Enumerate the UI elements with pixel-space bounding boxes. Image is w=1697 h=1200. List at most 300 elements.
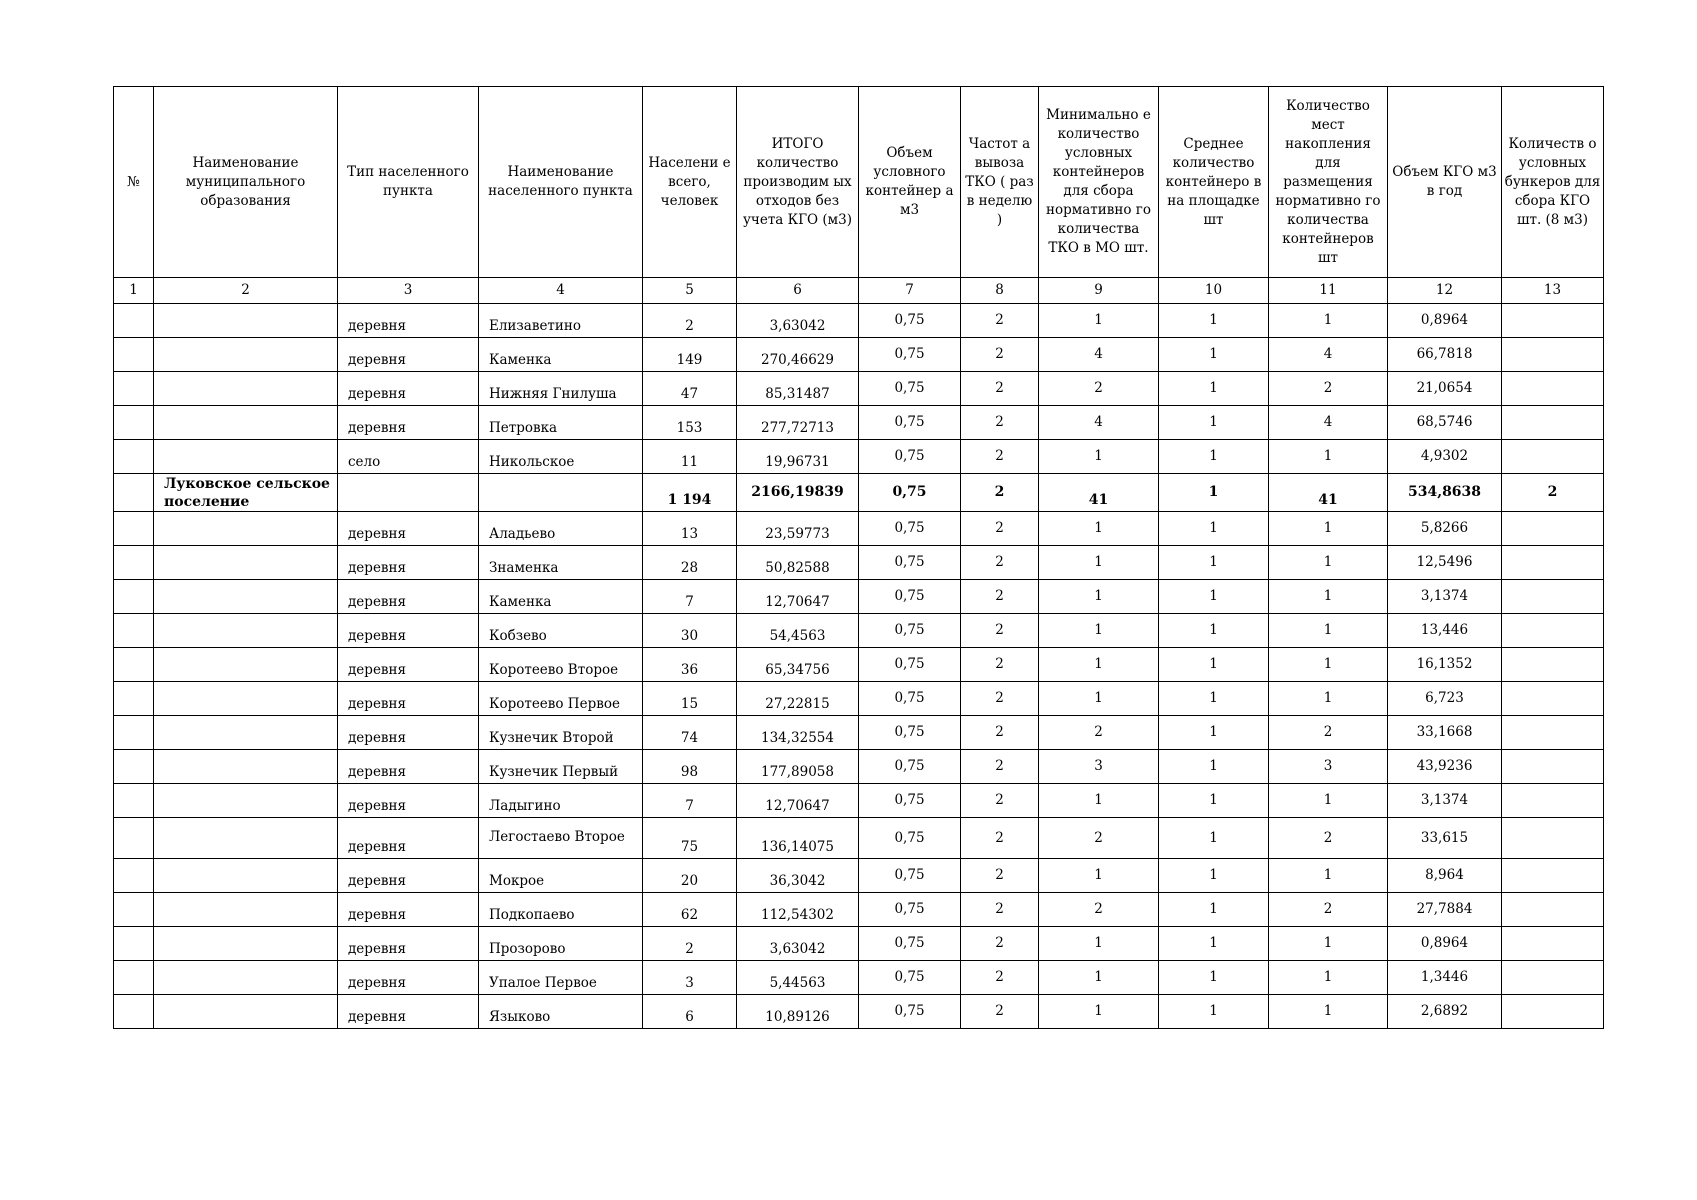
- cell-avg-containers: 1: [1159, 750, 1269, 784]
- cell-kgo-bunkers: [1502, 614, 1604, 648]
- cell-container-volume: 0,75: [859, 440, 961, 474]
- cell-population: 2: [643, 304, 737, 338]
- cell-avg-containers: 1: [1159, 338, 1269, 372]
- cell-kgo-volume: 1,3446: [1388, 961, 1502, 995]
- cell-settlement-name: Елизаветино: [479, 304, 643, 338]
- cell-pickup-frequency: 2: [961, 893, 1039, 927]
- cell-population: 1 194: [643, 474, 737, 512]
- cell-min-containers: 1: [1039, 859, 1159, 893]
- column-number: 9: [1039, 278, 1159, 304]
- cell-municipality: [154, 406, 338, 440]
- cell-number: [114, 440, 154, 474]
- cell-municipality: [154, 716, 338, 750]
- cell-kgo-bunkers: [1502, 995, 1604, 1029]
- cell-number: [114, 682, 154, 716]
- cell-settlement-name: Петровка: [479, 406, 643, 440]
- cell-population: 47: [643, 372, 737, 406]
- cell-container-volume: 0,75: [859, 512, 961, 546]
- cell-municipality: [154, 338, 338, 372]
- cell-pickup-frequency: 2: [961, 682, 1039, 716]
- cell-min-containers: 1: [1039, 995, 1159, 1029]
- cell-number: [114, 784, 154, 818]
- cell-min-containers: 1: [1039, 648, 1159, 682]
- cell-kgo-bunkers: [1502, 406, 1604, 440]
- cell-container-volume: 0,75: [859, 818, 961, 859]
- cell-avg-containers: 1: [1159, 784, 1269, 818]
- cell-min-containers: 1: [1039, 440, 1159, 474]
- cell-waste-total: 12,70647: [737, 784, 859, 818]
- cell-municipality: [154, 546, 338, 580]
- header-cell-kgo-bunkers: Количеств о условных бункеров для сбора КГО шт. (8 м3): [1502, 87, 1604, 278]
- cell-pickup-frequency: 2: [961, 961, 1039, 995]
- cell-population: 30: [643, 614, 737, 648]
- cell-kgo-volume: 3,1374: [1388, 580, 1502, 614]
- cell-kgo-volume: 33,615: [1388, 818, 1502, 859]
- cell-settlement-type: село: [338, 440, 479, 474]
- cell-population: 7: [643, 580, 737, 614]
- cell-settlement-type: деревня: [338, 338, 479, 372]
- cell-settlement-name: Каменка: [479, 338, 643, 372]
- cell-min-containers: 2: [1039, 372, 1159, 406]
- cell-population: 98: [643, 750, 737, 784]
- cell-container-volume: 0,75: [859, 682, 961, 716]
- cell-container-volume: 0,75: [859, 784, 961, 818]
- cell-municipality: [154, 784, 338, 818]
- cell-settlement-type: деревня: [338, 961, 479, 995]
- cell-container-volume: 0,75: [859, 614, 961, 648]
- table-row: [114, 893, 1604, 927]
- cell-collection-sites: 1: [1269, 546, 1388, 580]
- cell-collection-sites: 1: [1269, 784, 1388, 818]
- cell-pickup-frequency: 2: [961, 614, 1039, 648]
- cell-collection-sites: 3: [1269, 750, 1388, 784]
- cell-population: 7: [643, 784, 737, 818]
- column-number-row: [114, 278, 1604, 304]
- table-row: [114, 406, 1604, 440]
- cell-waste-total: 27,22815: [737, 682, 859, 716]
- cell-min-containers: 2: [1039, 893, 1159, 927]
- cell-settlement-type: деревня: [338, 406, 479, 440]
- cell-settlement-name: [479, 474, 643, 512]
- cell-kgo-bunkers: [1502, 716, 1604, 750]
- summary-row: [114, 474, 1604, 512]
- cell-container-volume: 0,75: [859, 927, 961, 961]
- cell-municipality: [154, 927, 338, 961]
- cell-avg-containers: 1: [1159, 406, 1269, 440]
- cell-settlement-name: Коротеево Второе: [479, 648, 643, 682]
- cell-settlement-name: Каменка: [479, 580, 643, 614]
- cell-collection-sites: 2: [1269, 372, 1388, 406]
- cell-container-volume: 0,75: [859, 859, 961, 893]
- cell-collection-sites: 4: [1269, 406, 1388, 440]
- cell-container-volume: 0,75: [859, 546, 961, 580]
- cell-pickup-frequency: 2: [961, 474, 1039, 512]
- cell-min-containers: 4: [1039, 338, 1159, 372]
- cell-kgo-volume: 2,6892: [1388, 995, 1502, 1029]
- cell-avg-containers: 1: [1159, 927, 1269, 961]
- cell-avg-containers: 1: [1159, 304, 1269, 338]
- cell-municipality: [154, 440, 338, 474]
- cell-kgo-volume: 12,5496: [1388, 546, 1502, 580]
- cell-avg-containers: 1: [1159, 614, 1269, 648]
- cell-waste-total: 5,44563: [737, 961, 859, 995]
- cell-pickup-frequency: 2: [961, 580, 1039, 614]
- cell-population: 15: [643, 682, 737, 716]
- cell-population: 6: [643, 995, 737, 1029]
- cell-number: [114, 961, 154, 995]
- cell-avg-containers: 1: [1159, 546, 1269, 580]
- cell-pickup-frequency: 2: [961, 406, 1039, 440]
- cell-settlement-name: Кобзево: [479, 614, 643, 648]
- header-cell-settlement-type: Тип населенного пункта: [338, 87, 479, 278]
- cell-number: [114, 927, 154, 961]
- cell-settlement-name: Аладьево: [479, 512, 643, 546]
- cell-min-containers: 1: [1039, 927, 1159, 961]
- cell-settlement-type: деревня: [338, 859, 479, 893]
- cell-pickup-frequency: 2: [961, 716, 1039, 750]
- header-cell-number: №: [114, 87, 154, 278]
- header-cell-settlement-name: Наименование населенного пункта: [479, 87, 643, 278]
- cell-container-volume: 0,75: [859, 961, 961, 995]
- cell-pickup-frequency: 2: [961, 546, 1039, 580]
- cell-avg-containers: 1: [1159, 893, 1269, 927]
- cell-waste-total: 12,70647: [737, 580, 859, 614]
- cell-avg-containers: 1: [1159, 440, 1269, 474]
- cell-number: [114, 474, 154, 512]
- cell-container-volume: 0,75: [859, 750, 961, 784]
- table-row: [114, 784, 1604, 818]
- table-row: [114, 440, 1604, 474]
- cell-pickup-frequency: 2: [961, 859, 1039, 893]
- table-row: [114, 338, 1604, 372]
- cell-waste-total: 3,63042: [737, 304, 859, 338]
- cell-avg-containers: 1: [1159, 372, 1269, 406]
- cell-settlement-name: Упалое Первое: [479, 961, 643, 995]
- table-row: [114, 927, 1604, 961]
- cell-municipality: [154, 961, 338, 995]
- cell-settlement-type: деревня: [338, 818, 479, 859]
- cell-municipality: [154, 304, 338, 338]
- cell-municipality: [154, 372, 338, 406]
- cell-container-volume: 0,75: [859, 580, 961, 614]
- column-number: 12: [1388, 278, 1502, 304]
- cell-avg-containers: 1: [1159, 859, 1269, 893]
- cell-pickup-frequency: 2: [961, 338, 1039, 372]
- cell-kgo-bunkers: [1502, 304, 1604, 338]
- cell-waste-total: 85,31487: [737, 372, 859, 406]
- cell-kgo-volume: 4,9302: [1388, 440, 1502, 474]
- cell-avg-containers: 1: [1159, 995, 1269, 1029]
- cell-avg-containers: 1: [1159, 961, 1269, 995]
- table-row: [114, 859, 1604, 893]
- cell-pickup-frequency: 2: [961, 995, 1039, 1029]
- cell-kgo-bunkers: [1502, 648, 1604, 682]
- cell-min-containers: 1: [1039, 546, 1159, 580]
- cell-settlement-type: деревня: [338, 682, 479, 716]
- cell-kgo-volume: 534,8638: [1388, 474, 1502, 512]
- table-row: [114, 614, 1604, 648]
- column-number: 6: [737, 278, 859, 304]
- cell-kgo-bunkers: 2: [1502, 474, 1604, 512]
- table-row: [114, 682, 1604, 716]
- cell-settlement-name: Мокрое: [479, 859, 643, 893]
- header-cell-waste-total: ИТОГО количество производим ых отходов без учета КГО (м3): [737, 87, 859, 278]
- cell-municipality: [154, 893, 338, 927]
- column-number: 11: [1269, 278, 1388, 304]
- cell-settlement-name: Знаменка: [479, 546, 643, 580]
- cell-kgo-volume: 13,446: [1388, 614, 1502, 648]
- cell-container-volume: 0,75: [859, 716, 961, 750]
- column-number: 8: [961, 278, 1039, 304]
- cell-municipality: [154, 682, 338, 716]
- cell-settlement-type: деревня: [338, 614, 479, 648]
- cell-number: [114, 859, 154, 893]
- cell-settlement-type: деревня: [338, 546, 479, 580]
- cell-waste-total: 136,14075: [737, 818, 859, 859]
- cell-number: [114, 893, 154, 927]
- header-cell-pickup-frequency: Частот а вывоза ТКО ( раз в неделю ): [961, 87, 1039, 278]
- cell-pickup-frequency: 2: [961, 927, 1039, 961]
- cell-population: 153: [643, 406, 737, 440]
- table-body: [114, 304, 1604, 1029]
- cell-min-containers: 1: [1039, 512, 1159, 546]
- cell-kgo-bunkers: [1502, 440, 1604, 474]
- cell-container-volume: 0,75: [859, 372, 961, 406]
- cell-min-containers: 3: [1039, 750, 1159, 784]
- cell-collection-sites: 1: [1269, 580, 1388, 614]
- cell-number: [114, 372, 154, 406]
- cell-population: 3: [643, 961, 737, 995]
- cell-kgo-bunkers: [1502, 338, 1604, 372]
- cell-kgo-volume: 16,1352: [1388, 648, 1502, 682]
- column-number: 10: [1159, 278, 1269, 304]
- cell-settlement-name: Кузнечик Первый: [479, 750, 643, 784]
- cell-container-volume: 0,75: [859, 406, 961, 440]
- header-cell-min-containers: Минимально е количество условных контейнеров для сбора нормативно го количества ТКО в МО шт.: [1039, 87, 1159, 278]
- cell-avg-containers: 1: [1159, 512, 1269, 546]
- cell-settlement-name: Прозорово: [479, 927, 643, 961]
- cell-municipality: [154, 818, 338, 859]
- column-number: 7: [859, 278, 961, 304]
- cell-number: [114, 406, 154, 440]
- cell-waste-total: 177,89058: [737, 750, 859, 784]
- table-row: [114, 818, 1604, 859]
- cell-population: 149: [643, 338, 737, 372]
- table-row: [114, 580, 1604, 614]
- table-row: [114, 750, 1604, 784]
- cell-municipality: [154, 512, 338, 546]
- cell-waste-total: 3,63042: [737, 927, 859, 961]
- cell-collection-sites: 2: [1269, 716, 1388, 750]
- cell-settlement-name: Ладыгино: [479, 784, 643, 818]
- cell-avg-containers: 1: [1159, 716, 1269, 750]
- cell-kgo-volume: 8,964: [1388, 859, 1502, 893]
- cell-pickup-frequency: 2: [961, 440, 1039, 474]
- table-row: [114, 716, 1604, 750]
- cell-settlement-type: деревня: [338, 304, 479, 338]
- cell-min-containers: 1: [1039, 614, 1159, 648]
- cell-settlement-type: деревня: [338, 580, 479, 614]
- cell-population: 28: [643, 546, 737, 580]
- cell-municipality: [154, 859, 338, 893]
- table-row: [114, 546, 1604, 580]
- column-number: 2: [154, 278, 338, 304]
- cell-kgo-bunkers: [1502, 859, 1604, 893]
- cell-kgo-volume: 66,7818: [1388, 338, 1502, 372]
- table-row: [114, 648, 1604, 682]
- cell-kgo-volume: 21,0654: [1388, 372, 1502, 406]
- cell-population: 74: [643, 716, 737, 750]
- cell-pickup-frequency: 2: [961, 750, 1039, 784]
- cell-number: [114, 614, 154, 648]
- cell-waste-total: 19,96731: [737, 440, 859, 474]
- cell-kgo-bunkers: [1502, 546, 1604, 580]
- cell-kgo-bunkers: [1502, 372, 1604, 406]
- cell-pickup-frequency: 2: [961, 304, 1039, 338]
- table-row: [114, 961, 1604, 995]
- cell-municipality: [154, 995, 338, 1029]
- column-number: 3: [338, 278, 479, 304]
- cell-collection-sites: 1: [1269, 648, 1388, 682]
- cell-pickup-frequency: 2: [961, 512, 1039, 546]
- cell-min-containers: 1: [1039, 682, 1159, 716]
- table-row: [114, 995, 1604, 1029]
- cell-pickup-frequency: 2: [961, 372, 1039, 406]
- cell-kgo-volume: 0,8964: [1388, 927, 1502, 961]
- cell-settlement-name: Кузнечик Второй: [479, 716, 643, 750]
- header-cell-population: Населени е всего, человек: [643, 87, 737, 278]
- cell-kgo-bunkers: [1502, 580, 1604, 614]
- cell-waste-total: 2166,19839: [737, 474, 859, 512]
- header-cell-collection-sites: Количество мест накопления для размещения нормативно го количества контейнеров шт: [1269, 87, 1388, 278]
- header-cell-avg-containers: Среднее количество контейнеро в на площадке шт: [1159, 87, 1269, 278]
- cell-settlement-type: деревня: [338, 784, 479, 818]
- cell-number: [114, 338, 154, 372]
- cell-kgo-volume: 27,7884: [1388, 893, 1502, 927]
- cell-collection-sites: 41: [1269, 474, 1388, 512]
- cell-municipality: Луковское сельское поселение: [154, 474, 338, 512]
- cell-waste-total: 54,4563: [737, 614, 859, 648]
- cell-min-containers: 1: [1039, 961, 1159, 995]
- cell-settlement-type: деревня: [338, 995, 479, 1029]
- header-cell-container-volume: Объем условного контейнер а м3: [859, 87, 961, 278]
- cell-number: [114, 750, 154, 784]
- column-number: 5: [643, 278, 737, 304]
- cell-waste-total: 10,89126: [737, 995, 859, 1029]
- cell-waste-total: 36,3042: [737, 859, 859, 893]
- cell-number: [114, 580, 154, 614]
- cell-collection-sites: 1: [1269, 304, 1388, 338]
- cell-waste-total: 23,59773: [737, 512, 859, 546]
- cell-collection-sites: 1: [1269, 927, 1388, 961]
- header-row: [114, 87, 1604, 278]
- cell-waste-total: 270,46629: [737, 338, 859, 372]
- cell-population: 62: [643, 893, 737, 927]
- cell-avg-containers: 1: [1159, 648, 1269, 682]
- cell-collection-sites: 1: [1269, 859, 1388, 893]
- cell-settlement-type: деревня: [338, 716, 479, 750]
- cell-min-containers: 1: [1039, 580, 1159, 614]
- table-row: [114, 372, 1604, 406]
- cell-settlement-name: Никольское: [479, 440, 643, 474]
- cell-min-containers: 4: [1039, 406, 1159, 440]
- cell-population: 11: [643, 440, 737, 474]
- cell-min-containers: 41: [1039, 474, 1159, 512]
- cell-population: 13: [643, 512, 737, 546]
- cell-population: 20: [643, 859, 737, 893]
- cell-population: 75: [643, 818, 737, 859]
- cell-kgo-bunkers: [1502, 784, 1604, 818]
- cell-min-containers: 2: [1039, 716, 1159, 750]
- cell-number: [114, 512, 154, 546]
- cell-min-containers: 1: [1039, 304, 1159, 338]
- cell-number: [114, 818, 154, 859]
- cell-settlement-type: деревня: [338, 648, 479, 682]
- cell-settlement-name: Коротеево Первое: [479, 682, 643, 716]
- cell-population: 2: [643, 927, 737, 961]
- cell-collection-sites: 1: [1269, 995, 1388, 1029]
- cell-settlement-name: Языково: [479, 995, 643, 1029]
- cell-settlement-name: Легостаево Второе: [479, 818, 643, 859]
- cell-waste-total: 112,54302: [737, 893, 859, 927]
- cell-kgo-bunkers: [1502, 961, 1604, 995]
- cell-collection-sites: 1: [1269, 440, 1388, 474]
- cell-kgo-volume: 43,9236: [1388, 750, 1502, 784]
- cell-number: [114, 546, 154, 580]
- cell-pickup-frequency: 2: [961, 648, 1039, 682]
- cell-avg-containers: 1: [1159, 818, 1269, 859]
- cell-kgo-bunkers: [1502, 682, 1604, 716]
- waste-table: [113, 86, 1604, 1029]
- cell-avg-containers: 1: [1159, 474, 1269, 512]
- cell-container-volume: 0,75: [859, 648, 961, 682]
- cell-settlement-type: [338, 474, 479, 512]
- cell-container-volume: 0,75: [859, 474, 961, 512]
- cell-collection-sites: 1: [1269, 682, 1388, 716]
- cell-kgo-bunkers: [1502, 512, 1604, 546]
- cell-avg-containers: 1: [1159, 682, 1269, 716]
- cell-number: [114, 995, 154, 1029]
- cell-kgo-bunkers: [1502, 750, 1604, 784]
- table-header: [114, 87, 1604, 304]
- column-number: 13: [1502, 278, 1604, 304]
- cell-settlement-type: деревня: [338, 750, 479, 784]
- cell-collection-sites: 1: [1269, 614, 1388, 648]
- cell-collection-sites: 1: [1269, 961, 1388, 995]
- cell-waste-total: 134,32554: [737, 716, 859, 750]
- cell-kgo-volume: 68,5746: [1388, 406, 1502, 440]
- cell-municipality: [154, 580, 338, 614]
- cell-container-volume: 0,75: [859, 338, 961, 372]
- cell-container-volume: 0,75: [859, 893, 961, 927]
- cell-settlement-name: Нижняя Гнилуша: [479, 372, 643, 406]
- cell-container-volume: 0,75: [859, 304, 961, 338]
- cell-collection-sites: 2: [1269, 893, 1388, 927]
- cell-min-containers: 2: [1039, 818, 1159, 859]
- cell-kgo-volume: 0,8964: [1388, 304, 1502, 338]
- cell-kgo-volume: 3,1374: [1388, 784, 1502, 818]
- cell-settlement-type: деревня: [338, 372, 479, 406]
- cell-population: 36: [643, 648, 737, 682]
- cell-settlement-name: Подкопаево: [479, 893, 643, 927]
- cell-collection-sites: 2: [1269, 818, 1388, 859]
- header-cell-municipality: Наименование муниципального образования: [154, 87, 338, 278]
- cell-settlement-type: деревня: [338, 927, 479, 961]
- cell-collection-sites: 1: [1269, 512, 1388, 546]
- table-row: [114, 512, 1604, 546]
- cell-kgo-bunkers: [1502, 893, 1604, 927]
- column-number: 4: [479, 278, 643, 304]
